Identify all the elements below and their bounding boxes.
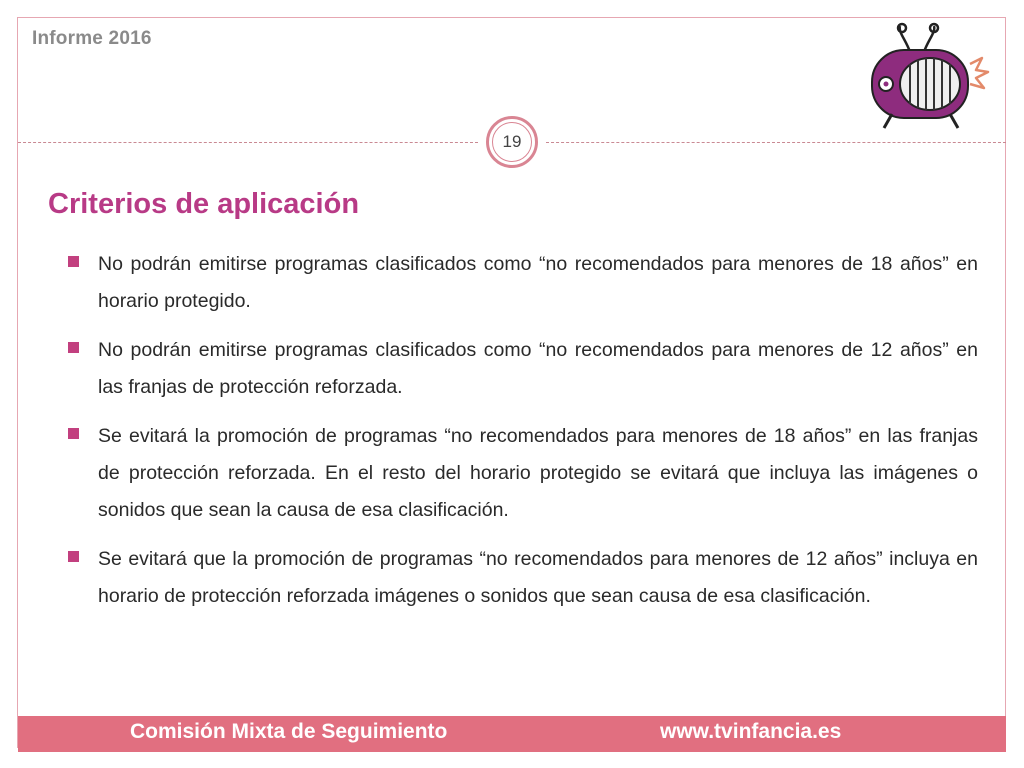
square-bullet-icon xyxy=(68,551,79,562)
square-bullet-icon xyxy=(68,256,79,267)
page-number: 19 xyxy=(492,122,532,162)
report-label: Informe 2016 xyxy=(32,28,152,49)
tv-icon xyxy=(858,22,990,134)
list-item xyxy=(66,541,978,615)
page-title: Criterios de aplicación xyxy=(48,188,360,220)
square-bullet-icon xyxy=(68,428,79,439)
list-item-text: Se evitará la promoción de programas “no recomendados para menores de 18 años” en las franjas de protección reforzada. En el resto del horario protegido se evitará que incluya las imágenes o sonidos que sean la causa de esa clasificación. xyxy=(98,425,978,521)
list-item xyxy=(66,332,978,406)
footer-organization: Comisión Mixta de Seguimiento xyxy=(130,720,448,743)
list-item-text: Se evitará que la promoción de programas “no recomendados para menores de 12 años” incluya en horario de protección reforzada imágenes o sonidos que sean causa de esa clasificación. xyxy=(98,548,978,607)
footer-website-link[interactable]: www.tvinfancia.es xyxy=(660,720,842,743)
list-item-text: No podrán emitirse programas clasificados como “no recomendados para menores de 12 años” en las franjas de protección reforzada. xyxy=(98,339,978,398)
list-item xyxy=(66,246,978,320)
list-item-text: No podrán emitirse programas clasificados como “no recomendados para menores de 18 años” en horario protegido. xyxy=(98,253,978,312)
list-item xyxy=(66,418,978,529)
square-bullet-icon xyxy=(68,342,79,353)
page-number-badge xyxy=(486,116,538,168)
header-divider-left xyxy=(18,142,478,143)
criteria-list xyxy=(66,246,978,627)
footer-bar xyxy=(18,716,1006,752)
header-divider-right xyxy=(546,142,1006,143)
